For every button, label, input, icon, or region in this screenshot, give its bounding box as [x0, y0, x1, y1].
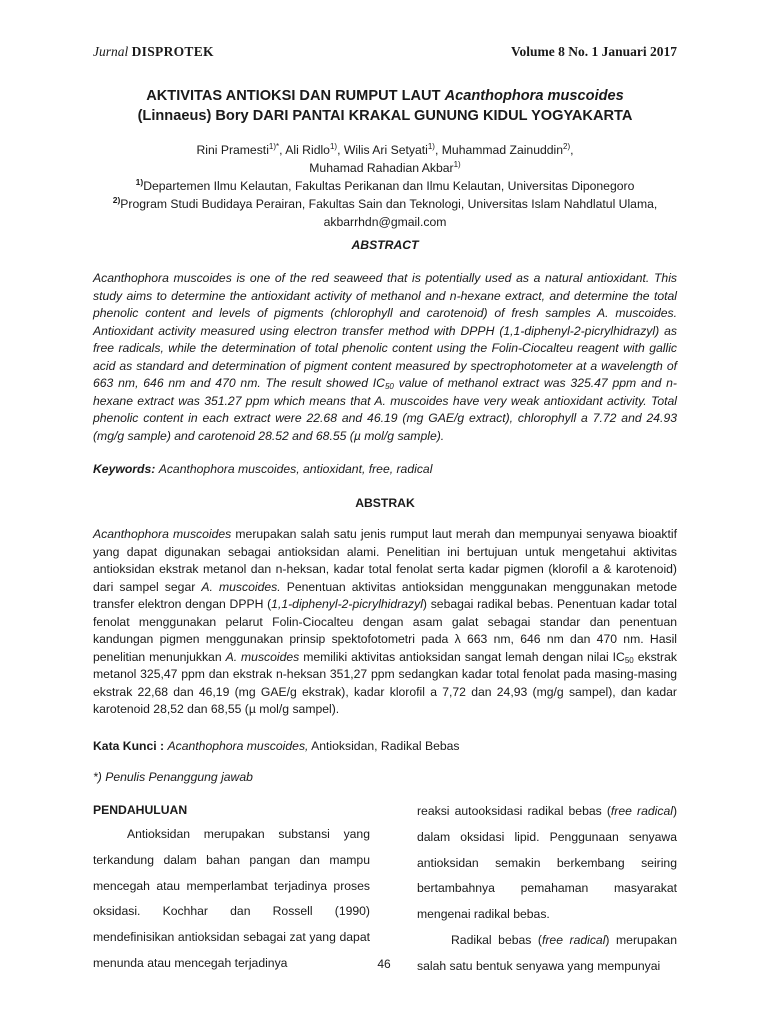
abstract-text: Acanthophora muscoides is one of the red seaweed that is potentially used as a natural antioxidant. This study aims to determine the antioxidant activity of methanol and n-hexane extract, and determine the total phenolic content and levels of pigments (chlorophyll and carotenoid) of fresh samples A. muscoides. Antioxidant activity measured using electron transfer method with DPPH (1,1-diphenyl-2-picrylhidrazyl) as free radicals, while the determination of total phenolic content using the Folin-Ciocalteu reagent with gallic acid as standard and determination of pigment content measured by spectrophotometer at a wavelength of 663 nm, 646 nm and 470 nm. The result showed $IC_{50}$ value of methanol extract was 325.47 ppm and n-hexane extract was 351.27 ppm which means that A. muscoides have very weak antioxidant activity. Total phenolic content in each extract were 22.68 and 46.19 (mg GAE/g extract), chlorophyll a 7.72 and 24.93 (mg/g sample) and carotenoid 28.52 and 68.55 (µ mol/g sample). — [93, 271, 677, 443]
right-column — [417, 799, 677, 980]
author-list: Rini Pramesti$^{1)*}$, Ali Ridlo$^{1)}$, Wilis Ari Setyati$^{1)}$, Muhammad Zainuddin$^{2)}$, Muhamad Rahadian Akbar$^{1)}$ — [196, 142, 574, 175]
kata-kunci: Kata Kunci : Acanthophora muscoides, Antioksidan, Radikal Bebas — [93, 739, 460, 753]
page-number: 46 — [377, 957, 391, 971]
body-paragraph: Antioksidan merupakan substansi yang terkandung dalam bahan pangan dan mampu mencegah atau memperlambat terjadinya proses oksidasi. Kochhar dan Rossell (1990) mendefinisikan antioksidan sebagai zat yang dapat menunda atau mencegah terjadinya — [93, 827, 370, 970]
journal-name: Jurnal DISPROTEK — [93, 44, 214, 59]
abstrak-text: Acanthophora muscoides merupakan salah satu jenis rumput laut merah dan mempunyai senyawa bioaktif yang dapat digunakan sebagai antioksidan alami. Penelitian ini bertujuan untuk mengetahui aktivitas antioksidan ekstrak metanol dan n-heksan, kadar total fenolat serta kadar pigmen (klorofil a & karotenoid) dari sampel segar A. muscoides. Penentuan aktivitas antioksidan menggunakan menggunakan metode transfer elektron dengan DPPH (1,1-diphenyl-2-picrylhidrazyl) sebagai radikal bebas. Penentuan kadar total fenolat menggunakan pelarut Folin-Ciocalteu dengan asam galat sebagai standar dan penentuan kandungan pigmen menggunakan prinsip spektofotometri pada λ 663 nm, 646 nm dan 470 nm. Hasil penelitian menunjukkan A. muscoides memiliki aktivitas antioksidan sangat lemah dengan nilai $IC_{50}$ ekstrak metanol 325,47 ppm dan ekstrak n-heksan 351,27 ppm sedangkan kadar total fenolat pada masing-masing ekstrak 22,68 dan 46,19 (mg GAE/g ekstrak), kadar klorofil a 7,72 dan 24,93 (mg/g sampel), dan kadar karotenoid 28,52 dan 68,55 (µ mol/g sampel). — [93, 527, 677, 716]
abstrak-heading: ABSTRAK — [355, 496, 415, 510]
section-heading: PENDAHULUAN — [93, 803, 188, 817]
species-name: Acanthophora muscoides — [444, 88, 624, 104]
abstract-heading: ABSTRACT — [351, 238, 419, 252]
affiliation-1: $^{1)}$Departemen Ilmu Kelautan, Fakultas Perikanan dan Ilmu Kelautan, Universitas Diponegoro — [135, 177, 635, 193]
body-paragraph: Radikal bebas (free radical) merupakan salah satu bentuk senyawa yang mempunyai — [417, 932, 677, 973]
author-name: Rini Pramesti — [196, 143, 269, 157]
paper-title: AKTIVITAS ANTIOKSI DAN RUMPUT LAUT Acanthophora muscoides (Linnaeus) Bory DARI PANTAI KRAKAL GUNUNG KIDUL YOGYAKARTA — [137, 88, 633, 124]
author-name: Ali Ridlo — [285, 143, 330, 157]
author-name: Wilis Ari Setyati — [343, 143, 428, 157]
body-paragraph: reaksi autooksidasi radikal bebas (free radical) dalam oksidasi lipid. Penggunaan senyawa antioksidan semakin berkembang seiring bertambahnya pemahaman masyarakat mengenai radikal bebas. — [417, 804, 677, 922]
author-name: Muhamad Rahadian Akbar — [309, 161, 454, 175]
running-header — [93, 44, 677, 62]
contact-email: akbarrhdn@gmail.com — [323, 215, 447, 229]
author-name: Muhammad Zainuddin — [441, 143, 564, 157]
corresponding-author-note: *) Penulis Penanggung jawab — [93, 770, 253, 784]
affiliation-2: $^{2)}$Program Studi Budidaya Perairan, Fakultas Sain dan Teknologi, Universitas Islam Nahdlatul Ulama, — [112, 195, 658, 211]
volume-issue: Volume 8 No. 1 Januari 2017 — [510, 44, 677, 59]
left-column — [93, 800, 370, 977]
keywords: Keywords: Acanthophora muscoides, antioxidant, free, radical — [93, 462, 433, 476]
